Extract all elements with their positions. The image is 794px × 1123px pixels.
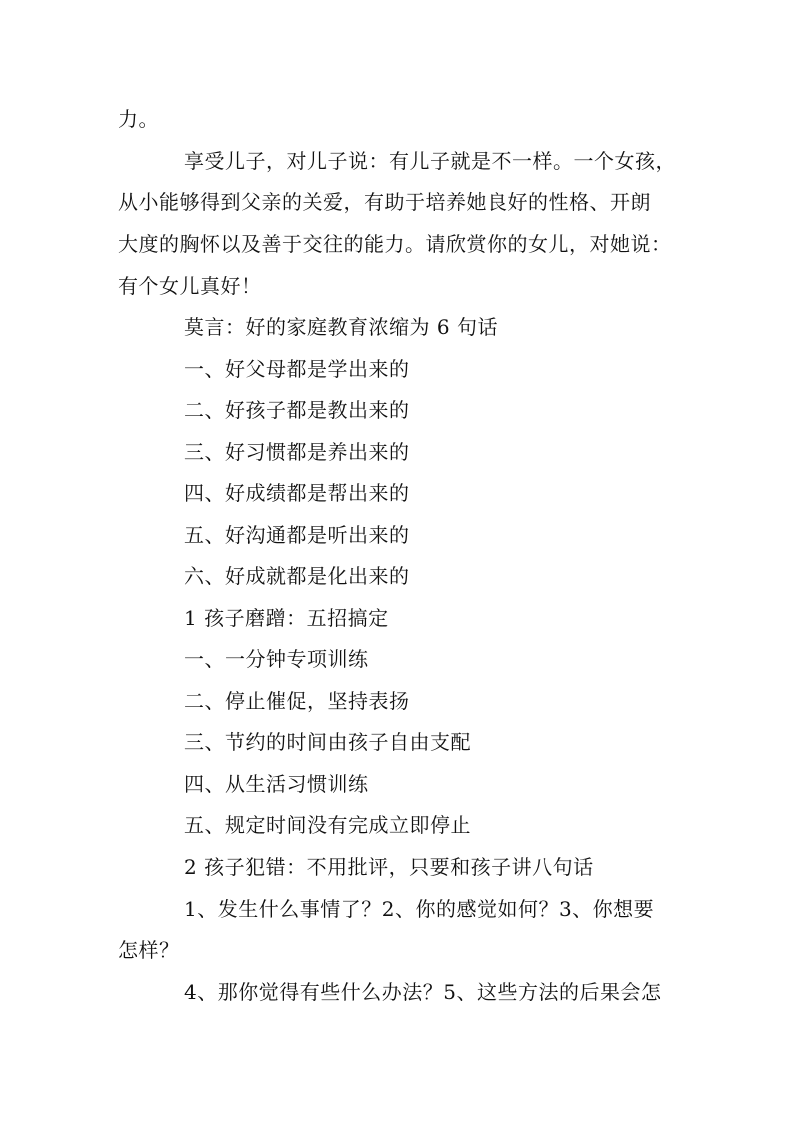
list-item: 四、从生活习惯训练 xyxy=(184,772,369,796)
list-item: 一、一分钟专项训练 xyxy=(184,647,369,671)
list-item: 二、停止催促，坚持表扬 xyxy=(184,689,410,713)
list-item: 三、节约的时间由孩子自由支配 xyxy=(184,730,471,754)
list-item: 二、好孩子都是教出来的 xyxy=(184,398,410,422)
text-line: 怎样？ xyxy=(118,938,180,962)
text-line: 有个女儿真好！ xyxy=(118,274,262,298)
text-line: 从小能够得到父亲的关爱，有助于培养她良好的性格、开朗 xyxy=(118,190,651,214)
section-heading: 1 孩子磨蹭：五招搞定 xyxy=(184,606,389,630)
section-heading: 莫言：好的家庭教育浓缩为 6 句话 xyxy=(184,315,498,339)
text-line: 享受儿子，对儿子说：有儿子就是不一样。一个女孩， xyxy=(184,149,676,173)
text-line: 4、那你觉得有些什么办法？5、这些方法的后果会怎 xyxy=(184,980,662,1004)
list-item: 一、好父母都是学出来的 xyxy=(184,357,410,381)
list-item: 五、好沟通都是听出来的 xyxy=(184,523,410,547)
list-item: 四、好成绩都是帮出来的 xyxy=(184,481,410,505)
section-heading: 2 孩子犯错：不用批评，只要和孩子讲八句话 xyxy=(184,855,594,879)
text-line: 大度的胸怀以及善于交往的能力。请欣赏你的女儿，对她说： xyxy=(118,232,672,256)
text-line: 1、发生什么事情了？2、你的感觉如何？3、你想要 xyxy=(184,897,655,921)
list-item: 五、规定时间没有完成立即停止 xyxy=(184,813,471,837)
list-item: 六、好成就都是化出来的 xyxy=(184,564,410,588)
text-line: 力。 xyxy=(118,107,159,131)
list-item: 三、好习惯都是养出来的 xyxy=(184,440,410,464)
